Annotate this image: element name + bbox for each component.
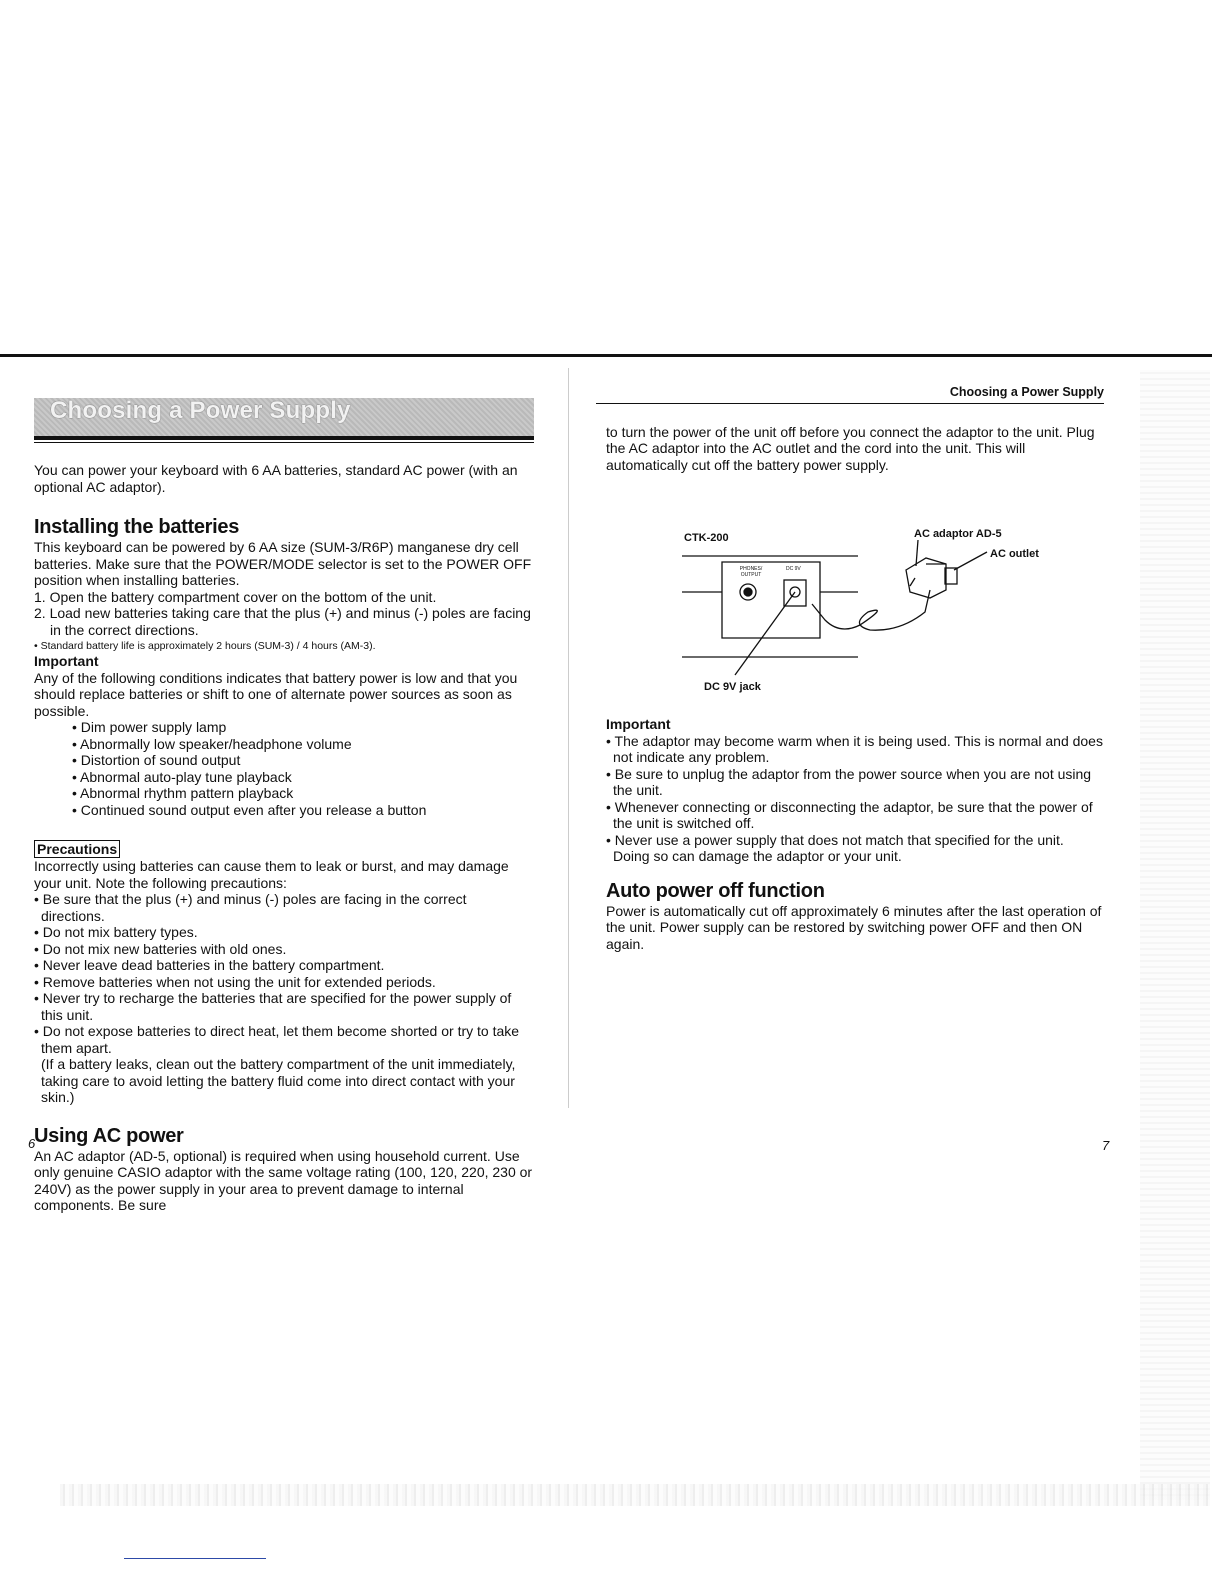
list-item: • Never try to recharge the batteries that are specified for the power supply of this unit. xyxy=(34,990,512,1023)
unit-label: CTK-200 xyxy=(684,532,729,544)
list-item: • Do not mix new batteries with old ones. xyxy=(34,940,287,957)
intro-text: You can power your keyboard with 6 AA batteries, standard AC power (with an optional AC adaptor). xyxy=(34,462,518,495)
list-item: • Do not expose batteries to direct heat, let them become shorted or try to take them apart. xyxy=(34,1023,520,1056)
list-item: • Distortion of sound output xyxy=(72,752,241,768)
installing-body: This keyboard can be powered by 6 AA size (SUM-3/R6P) manganese dry cell batteries. Make sure that the POWER/MODE selector is set to the POWER OFF position when installing batteries. xyxy=(34,539,532,588)
page-top-rule xyxy=(0,354,1212,357)
leak-note: (If a battery leaks, clean out the battery compartment of the unit immediately, taking care to avoid letting the battery fluid come into direct contact with your skin.) xyxy=(41,1056,516,1105)
auto-off-heading: Auto power off function xyxy=(606,879,825,902)
right-page xyxy=(606,384,1104,473)
title-bar xyxy=(34,398,534,440)
outlet-label: AC outlet xyxy=(990,548,1039,560)
scan-bottom-noise xyxy=(60,1484,1210,1506)
ac-power-body: An AC adaptor (AD-5, optional) is required when using household current. Use only genuine CASIO adaptor with the same voltage rating (100, 120, 220, 230 or 240V) as the power supply in your area to prevent damage to internal components. Be sure xyxy=(34,1147,533,1213)
battery-life-note: • Standard battery life is approximately 2 hours (SUM-3) / 4 hours (AM-3). xyxy=(34,640,376,652)
precautions-intro: Incorrectly using batteries can cause them to leak or burst, and may damage your unit. Note the following precautions: xyxy=(34,858,509,891)
list-item: • Whenever connecting or disconnecting the adaptor, be sure that the power of the unit is switched off. xyxy=(606,798,1093,831)
list-item: • Never leave dead batteries in the battery compartment. xyxy=(34,957,385,973)
precautions-section xyxy=(34,840,534,1106)
list-item: • Abnormally low speaker/headphone volume xyxy=(72,735,352,752)
title-underline xyxy=(34,442,534,443)
continued-text: to turn the power of the unit off before you connect the adaptor to the unit. Plug the AC adaptor into the AC outlet and the cord into the unit. This will automatically cut off the battery power supply. xyxy=(606,423,1095,473)
installing-step-1: 1. Open the battery compartment cover on the bottom of the unit. xyxy=(34,588,437,605)
list-item: • Do not mix battery types. xyxy=(34,924,198,940)
list-item: • Abnormal auto-play tune playback xyxy=(72,768,292,785)
auto-off-body: Power is automatically cut off approximately 6 minutes after the last operation of the unit. Power supply can be restored by switching power OFF and then ON again. xyxy=(606,902,1102,952)
right-lower xyxy=(606,716,1104,952)
precautions-label: Precautions xyxy=(34,840,120,858)
condition-list xyxy=(34,719,534,818)
page-gutter xyxy=(568,368,569,1108)
installing-heading: Installing the batteries xyxy=(34,516,240,538)
running-head: Choosing a Power Supply xyxy=(596,384,1104,404)
important-text: Any of the following conditions indicates that battery power is low and that you should replace batteries or shift to one of alternate power sources as soon as possible. xyxy=(34,669,518,719)
ac-power-heading: Using AC power xyxy=(34,1124,184,1147)
list-item: • Remove batteries when not using the unit for extended periods. xyxy=(34,973,436,990)
dc-label: DC 9V xyxy=(786,566,801,572)
jack-label: DC 9V jack xyxy=(704,681,761,693)
page-number-left: 6 xyxy=(28,1136,36,1151)
page-title: Choosing a Power Supply xyxy=(50,397,351,424)
left-page xyxy=(34,398,534,1214)
phones-output-label: PHONES/ OUTPUT xyxy=(739,566,763,578)
list-item: • Dim power supply lamp xyxy=(72,719,227,735)
important-label: Important xyxy=(34,653,99,669)
scan-edge-noise xyxy=(1140,370,1210,1500)
adaptor-label: AC adaptor AD-5 xyxy=(914,528,1002,540)
diagram-drawing xyxy=(600,520,1120,710)
installing-step-2: 2. Load new batteries taking care that the plus (+) and minus (-) poles are facing in the correct directions. xyxy=(34,605,531,638)
list-item: • The adaptor may become warm when it is being used. This is normal and does not indicate any problem. xyxy=(606,732,1103,765)
list-item: • Abnormal rhythm pattern playback xyxy=(72,785,294,801)
list-item: • Never use a power supply that does not match that specified for the unit. Doing so can damage the adaptor or your unit. xyxy=(606,831,1064,864)
list-item: • Be sure that the plus (+) and minus (-) poles are facing in the correct directions. xyxy=(34,891,467,924)
adaptor-diagram xyxy=(600,520,1120,710)
scan-blue-line xyxy=(124,1558,266,1559)
important-label-right: Important xyxy=(606,716,671,732)
page-number-right: 7 xyxy=(1102,1138,1110,1153)
list-item: • Be sure to unplug the adaptor from the power source when you are not using the unit. xyxy=(606,765,1092,798)
list-item: • Continued sound output even after you release a button xyxy=(72,801,427,818)
